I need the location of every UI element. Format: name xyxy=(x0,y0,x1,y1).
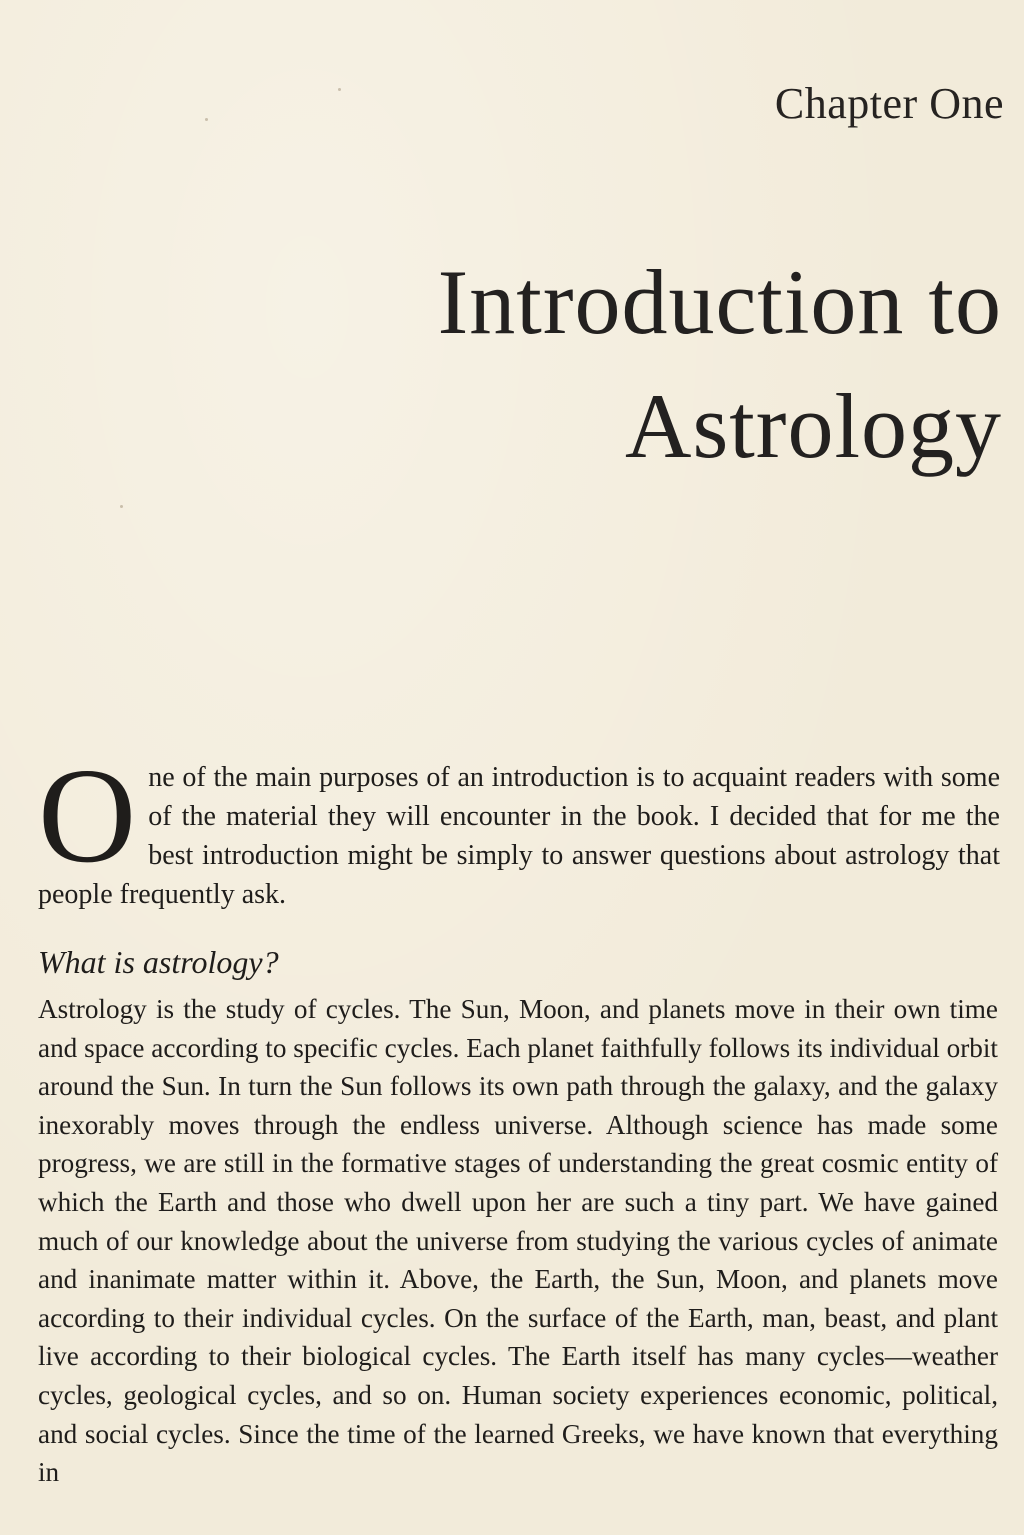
chapter-title-line-2: Astrology xyxy=(625,375,1002,477)
paper-speck xyxy=(338,88,341,91)
chapter-title xyxy=(202,240,1002,488)
paper-speck xyxy=(205,118,208,121)
intro-text: ne of the main purposes of an introduction is to acquaint readers with some of the material they will encounter in the book. I decided that for me the best introduction might be simply to answer questions about astrology that people frequently ask. xyxy=(38,762,1000,910)
drop-cap: O xyxy=(38,741,137,891)
body-paragraph: Astrology is the study of cycles. The Sun, Moon, and planets move in their own time and space according to specific cycles. Each planet faithfully follows its individual orbit around the Sun. In turn the Sun follows its own path through the galaxy, and the galaxy inexorably moves through the endless universe. Although science has made some progress, we are still in the formative stages of understanding the great cosmic entity of which the Earth and those who dwell upon her are such a tiny part. We have gained much of our knowledge about the universe from studying the various cycles of animate and inanimate matter within it. Above, the Earth, the Sun, Moon, and planets move according to their individual cycles. On the surface of the Earth, man, beast, and plant live according to their biological cycles. The Earth itself has many cycles—weather cycles, geological cycles, and so on. Human society experiences economic, political, and social cycles. Since the time of the learned Greeks, we have known that everything in xyxy=(38,994,998,1488)
section-heading: What is astrology? xyxy=(38,944,279,980)
chapter-title-line-1: Introduction to xyxy=(437,251,1002,353)
paper-speck xyxy=(120,505,123,508)
intro-paragraph xyxy=(38,741,1000,914)
chapter-label: Chapter One xyxy=(774,79,1004,128)
